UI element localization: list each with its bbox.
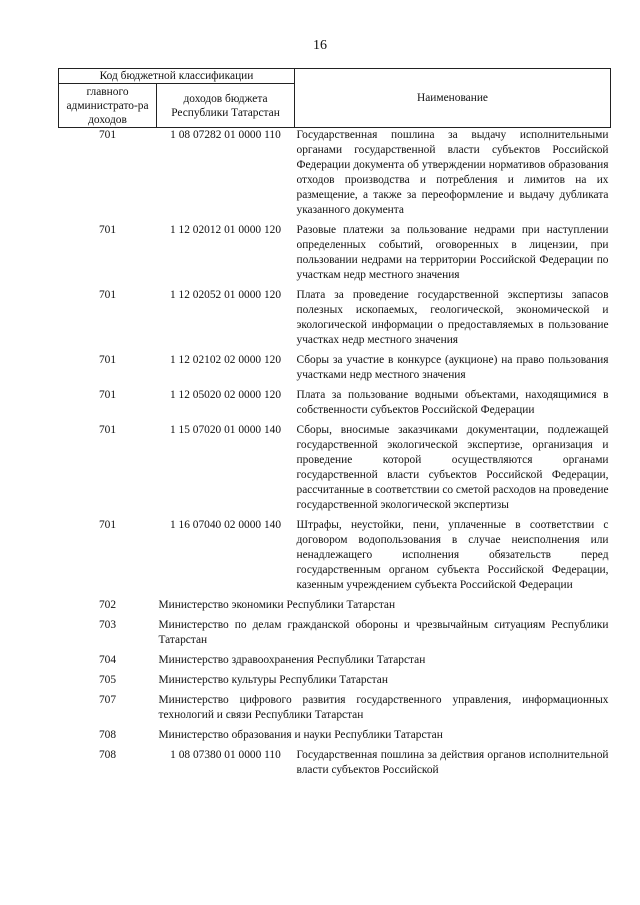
income-name: Сборы за участие в конкурсе (аукционе) на право пользования участками недр местного значения [296, 354, 609, 381]
table-row [59, 223, 611, 288]
ministry-row [59, 673, 611, 693]
admin-code: 701 [98, 519, 117, 531]
admin-code: 701 [98, 424, 117, 436]
income-name: Плата за пользование водными объектами, находящимися в собственности субъектов Российской Федерации [296, 389, 609, 416]
table-row [59, 388, 611, 423]
income-code: 1 08 07380 01 0000 110 [170, 749, 281, 761]
budget-classification-table [58, 68, 611, 783]
admin-code: 704 [98, 654, 117, 666]
ministry-name: Министерство по делам гражданской обороны и чрезвычайным ситуациям Республики Татарстан [158, 619, 609, 646]
income-code: 1 16 07040 02 0000 140 [169, 519, 282, 531]
admin-code: 708 [98, 749, 117, 761]
income-code: 1 12 02052 01 0000 120 [169, 289, 282, 301]
income-code: 1 12 05020 02 0000 120 [169, 389, 282, 401]
admin-code: 705 [98, 674, 117, 686]
admin-code: 701 [98, 129, 117, 141]
ministry-name: Министерство цифрового развития государственного управления, информационных технологий и связи Республики Татарстан [158, 694, 609, 721]
income-name: Государственная пошлина за действия органов исполнительной власти субъектов Российской [296, 749, 609, 776]
header-admin-column: главного администрато-ра доходов [59, 84, 157, 128]
income-code: 1 08 07282 01 0000 110 [170, 129, 281, 141]
table-row [59, 748, 611, 783]
ministry-name: Министерство здравоохранения Республики Татарстан [158, 654, 426, 666]
ministry-row [59, 598, 611, 618]
income-code: 1 12 02102 02 0000 120 [169, 354, 282, 366]
table-header [59, 69, 611, 128]
admin-code: 701 [98, 289, 117, 301]
income-name: Сборы, вносимые заказчиками документации, подлежащей государственной экологической экспертизе, организация и проведение которой осуществляются органами государственной власти субъектов Российской Федерации, рассчитанные в соответствии со сметой расходов на проведение государственной экологической экспертизы [296, 424, 609, 511]
table-row [59, 353, 611, 388]
header-name-column: Наименование [295, 69, 611, 128]
income-name: Разовые платежи за пользование недрами при наступлении определенных событий, оговоренных в лицензии, при пользовании недрами на территории Российской Федерации по участкам недр местного значения [296, 224, 609, 281]
ministry-name: Министерство культуры Республики Татарстан [158, 674, 388, 686]
table-row [59, 128, 611, 224]
ministry-name: Министерство образования и науки Республики Татарстан [158, 729, 443, 741]
table-row [59, 518, 611, 598]
admin-code: 703 [98, 619, 117, 631]
admin-code: 708 [98, 729, 117, 741]
income-code: 1 15 07020 01 0000 140 [169, 424, 282, 436]
admin-code: 701 [98, 224, 117, 236]
table-row [59, 288, 611, 353]
ministry-row [59, 693, 611, 728]
ministry-name: Министерство экономики Республики Татарстан [158, 599, 396, 611]
admin-code: 701 [98, 354, 117, 366]
table-row [59, 423, 611, 518]
ministry-row [59, 728, 611, 748]
admin-code: 701 [98, 389, 117, 401]
income-name: Государственная пошлина за выдачу исполнительными органами государственной власти субъектов Российской Федерации документа об утверждении нормативов образования отходов производства и потребления и лимитов на их размещение, а также за переоформление и выдачу дубликата указанного документа [296, 129, 609, 216]
ministry-row [59, 653, 611, 673]
header-code-column: доходов бюджета Республики Татарстан [157, 84, 295, 128]
income-name: Плата за проведение государственной экспертизы запасов полезных ископаемых, геологической, экономической и экологической информации о предоставляемых в пользование участках недр местного значения [296, 289, 609, 346]
page-number: 16 [313, 38, 327, 53]
admin-code: 702 [98, 599, 117, 611]
admin-code: 707 [98, 694, 117, 706]
header-group-label: Код бюджетной классификации [59, 69, 295, 84]
ministry-row [59, 618, 611, 653]
income-name: Штрафы, неустойки, пени, уплаченные в соответствии с договором водопользования в случае неисполнения или ненадлежащего исполнения обязательств перед государственным органом субъекта Российской Федерации, казенным учреждением субъекта Российской Федерации [296, 519, 609, 591]
income-code: 1 12 02012 01 0000 120 [169, 224, 282, 236]
